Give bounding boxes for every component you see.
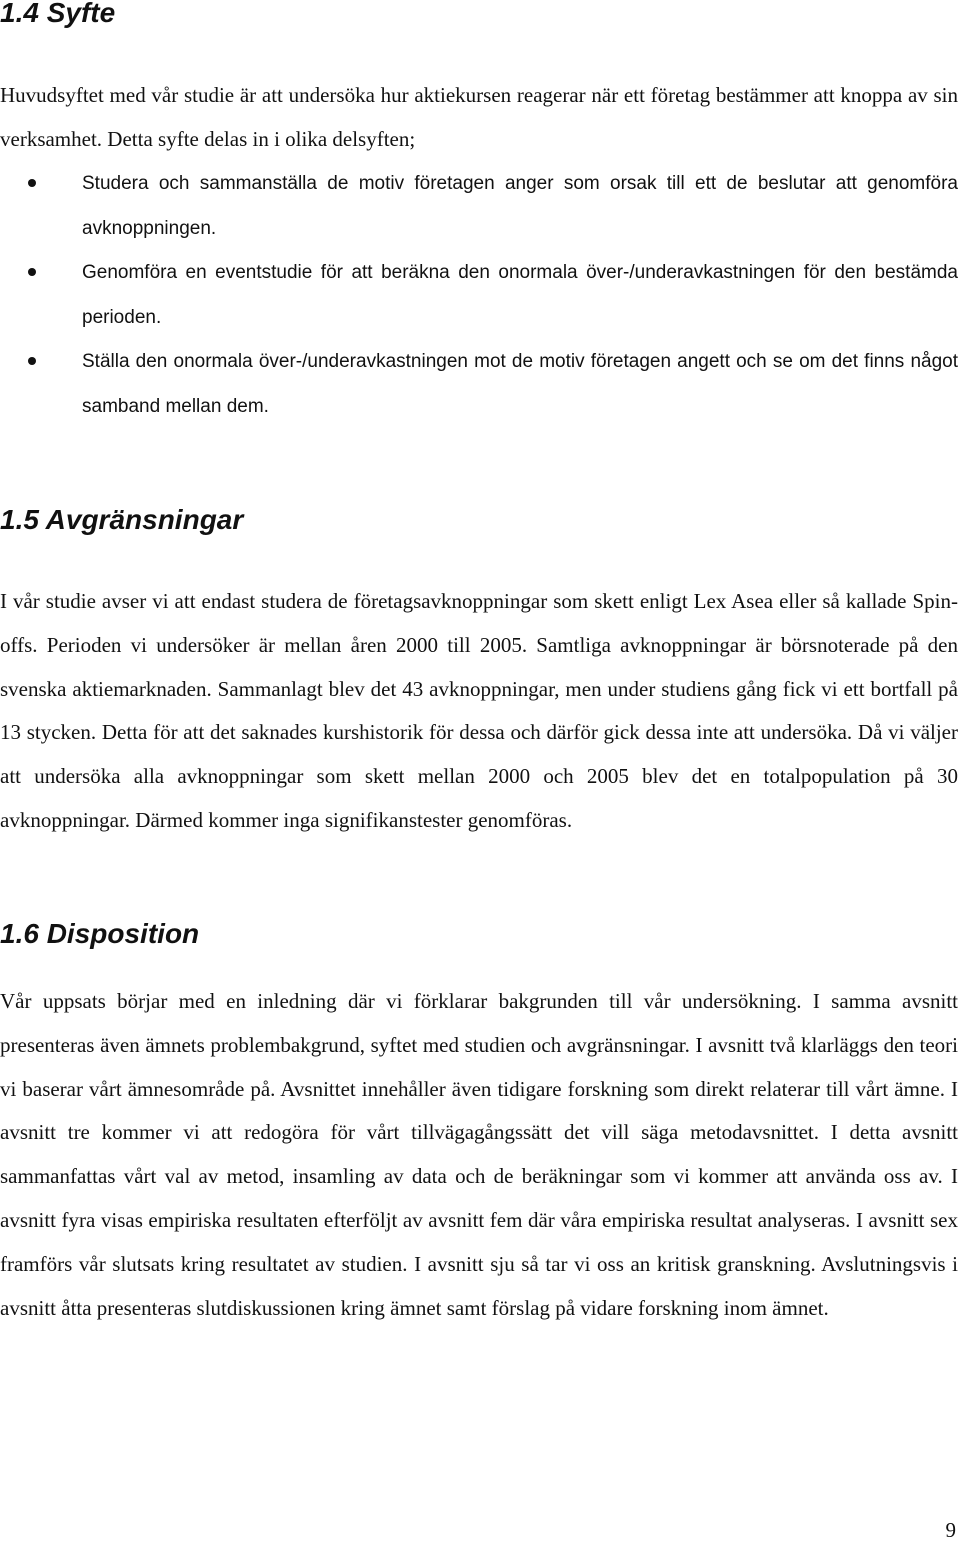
list-item-text: Genomföra en eventstudie för att beräkna den onormala över-/underavkastningen för den bestämda perioden. xyxy=(82,262,958,328)
bullet-icon xyxy=(28,179,36,187)
list-item xyxy=(0,251,958,340)
avgransningar-paragraph: I vår studie avser vi att endast studera de företagsavknoppningar som skett enligt Lex Asea eller så kallade Spin-offs. Perioden vi undersöker är mellan åren 2000 till 2005. Samtliga avknoppningar är börsnoterade på den svenska aktiemarknaden. Sammanlagt blev det 43 avknoppningar, men under studiens gång fick vi ett bortfall på 13 stycken. Detta för att det saknades kurshistorik för dessa och därför gick dessa inte att undersöka. Då vi väljer att undersöka alla avknoppningar som skett mellan 2000 och 2005 blev det en totalpopulation på 30 avknoppningar. Därmed kommer inga signifikanstester genomföras. xyxy=(0,589,958,832)
section-heading-avgransningar: 1.5 Avgränsningar xyxy=(0,504,244,535)
bullet-icon xyxy=(28,357,36,365)
page-number: 9 xyxy=(945,1518,956,1542)
delsyften-list xyxy=(0,162,958,429)
syfte-intro-paragraph: Huvudsyftet med vår studie är att undersöka hur aktiekursen reagerar när ett företag bestämmer att knoppa av sin verksamhet. Detta syfte delas in i olika delsyften; xyxy=(0,83,958,151)
section-heading-syfte: 1.4 Syfte xyxy=(0,0,116,28)
list-item-text: Ställa den onormala över-/underavkastningen mot de motiv företagen angett och se om det finns något samband mellan dem. xyxy=(82,351,958,417)
list-item xyxy=(0,162,958,251)
section-heading-disposition: 1.6 Disposition xyxy=(0,918,200,949)
list-item xyxy=(0,340,958,429)
bullet-icon xyxy=(28,268,36,276)
list-item-text: Studera och sammanställa de motiv företagen anger som orsak till ett de beslutar att genomföra avknoppningen. xyxy=(82,173,958,239)
disposition-paragraph: Vår uppsats börjar med en inledning där vi förklarar bakgrunden till vår undersökning. I samma avsnitt presenteras även ämnets problembakgrund, syftet med studien och avgränsningar. I avsnitt två klarläggs den teori vi baserar vårt ämnesområde på. Avsnittet innehåller även tidigare forskning som direkt relaterar till vårt ämne. I avsnitt tre kommer vi att redogöra för vårt tillvägagångssätt det vill säga metodavsnittet. I detta avsnitt sammanfattas vårt val av metod, insamling av data och de beräkningar som vi kommer att använda oss av. I avsnitt fyra visas empiriska resultaten efterföljt av avsnitt fem där våra empiriska resultat analyseras. I avsnitt sex framförs vår slutsats kring resultatet av studien. I avsnitt sju så tar vi oss an kritisk granskning. Avslutningsvis i avsnitt åtta presenteras slutdiskussionen kring ämnet samt förslag på vidare forskning inom ämnet. xyxy=(0,989,958,1320)
